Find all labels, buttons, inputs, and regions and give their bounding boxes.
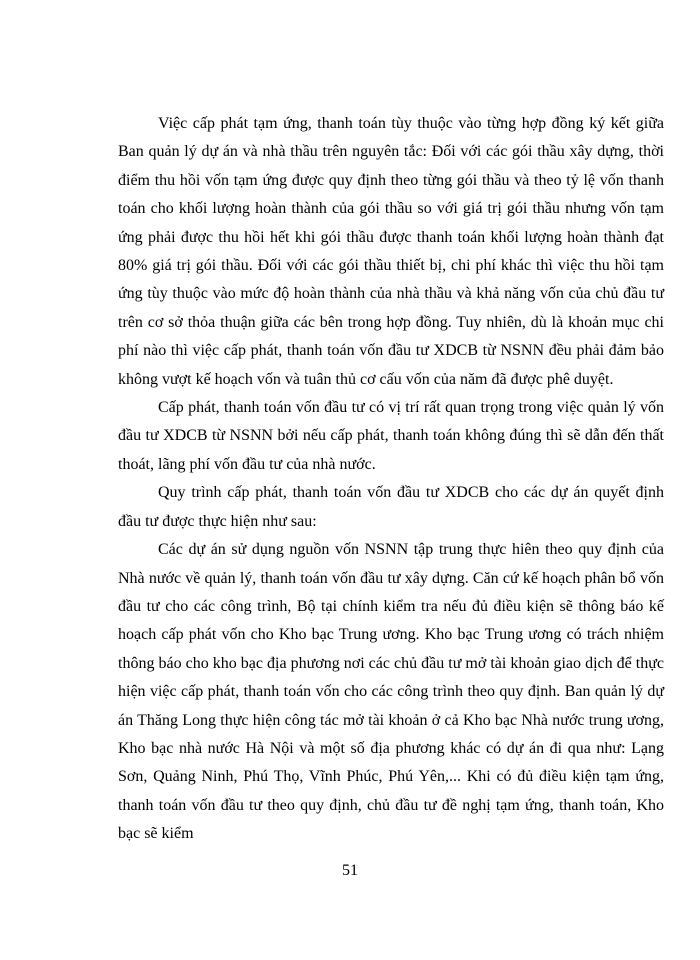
page-number: 51 <box>342 862 358 879</box>
paragraph-3: Quy trình cấp phát, thanh toán vốn đầu tư XDCB cho các dự án quyết định đầu tư được thực hiện như sau: <box>118 484 664 530</box>
body-text <box>118 110 664 849</box>
paragraph-2: Cấp phát, thanh toán vốn đầu tư có vị trí rất quan trọng trong việc quản lý vốn đầu tư XDCB từ NSNN bởi nếu cấp phát, thanh toán không đúng thì sẽ dẫn đến thất thoát, lãng phí vốn đầu tư của nhà nước. <box>118 399 664 473</box>
paragraph-4: Các dự án sử dụng nguồn vốn NSNN tập trung thực hiên theo quy định của Nhà nước về quản lý, thanh toán vốn đầu tư xây dựng. Căn cứ kế hoạch phân bổ vốn đầu tư cho các công trình, Bộ tại chính kiểm tra nếu đủ điều kiện sẽ thông báo kế hoạch cấp phát vốn cho Kho bạc Trung ương. Kho bạc Trung ương có trách nhiệm thông báo cho kho bạc địa phương nơi các chủ đầu tư mở tài khoản giao dịch để thực hiện việc cấp phát, thanh toán vốn cho các công trình theo quy định. Ban quản lý dự án Thăng Long thực hiện công tác mở tài khoản ở cả Kho bạc Nhà nước trung ương, Kho bạc nhà nước Hà Nội và một số địa phương khác có dự án đi qua như: Lạng Sơn, Quảng Ninh, Phú Thọ, Vĩnh Phúc, Phú Yên,... Khi có đủ điều kiện tạm ứng, thanh toán vốn đầu tư theo quy định, chủ đầu tư đề nghị tạm ứng, thanh toán, Kho bạc sẽ kiểm <box>118 541 664 843</box>
paragraph-1: Việc cấp phát tạm ứng, thanh toán tùy thuộc vào từng hợp đồng ký kết giữa Ban quản lý dự án và nhà thầu trên nguyên tắc: Đối với các gói thầu xây dựng, thời điểm thu hồi vốn tạm ứng được quy định theo từng gói thầu và theo tỷ lệ vốn thanh toán cho khối lượng hoàn thành của gói thầu so với giá trị gói thầu nhưng vốn tạm ứng phải được thu hồi hết khi gói thầu được thanh toán khối lượng hoàn thành đạt 80% giá trị gói thầu. Đối với các gói thầu thiết bị, chi phí khác thì việc thu hồi tạm ứng tùy thuộc vào mức độ hoàn thành của nhà thầu và khả năng vốn của chủ đầu tư trên cơ sở thỏa thuận giữa các bên trong hợp đồng. Tuy nhiên, dù là khoản mục chi phí nào thì việc cấp phát, thanh toán vốn đầu tư XDCB từ NSNN đều phải đảm bảo không vượt kế hoạch vốn và tuân thủ cơ cấu vốn của năm đã được phê duyệt. <box>118 115 664 388</box>
